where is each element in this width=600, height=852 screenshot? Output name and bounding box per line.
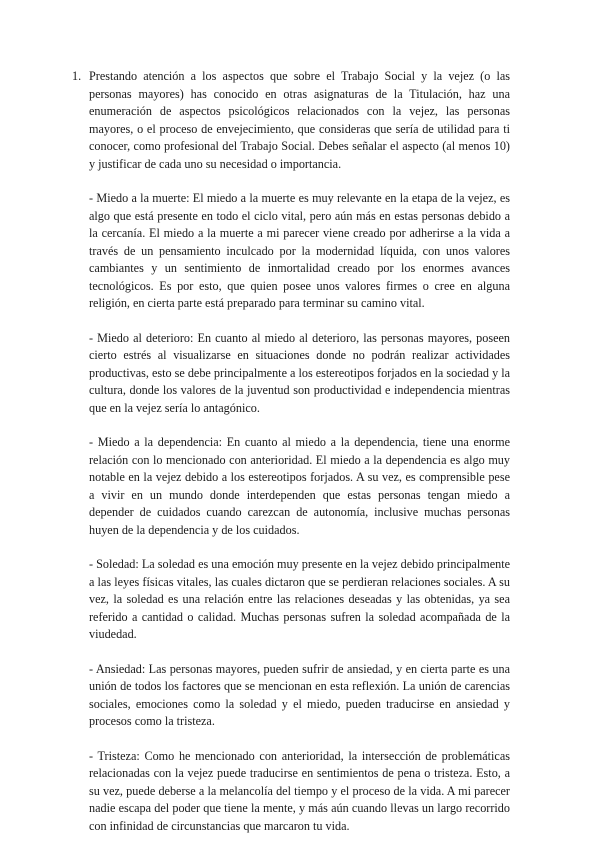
answer-miedo-muerte: - Miedo a la muerte: El miedo a la muerte es muy relevante en la etapa de la vejez, es algo que está presente en todo el ciclo vital, pero aún más en estas personas debido a la cercanía. El miedo a la muerte a mi parecer viene creado por adherirse a la vida a través de un pensamiento inculcado por la modernidad líquida, con unos valores cambiantes y un sentimiento de inmortalidad creado por los enormes avances tecnológicos. Es por esto, que quien posee unos valores firmes o cree en alguna religión, en cierta parte está preparado para terminar su camino vital. — [89, 191, 510, 310]
question-paragraph: Prestando atención a los aspectos que sobre el Trabajo Social y la vejez (o las personas mayores) has conocido en otras asignaturas de la Titulación, haz una enumeración de aspectos psicológicos relacionados con la vejez, las personas mayores, o el proceso de envejecimiento, que consideras que sería de utilidad para ti conocer, como profesional del Trabajo Social. Debes señalar el aspecto (al menos 10) y justificar de cada uno su necesidad o importancia. — [89, 69, 510, 171]
answer-tristeza: - Tristeza: Como he mencionado con anterioridad, la intersección de problemáticas relacionadas con la vejez puede traducirse en sentimientos de pena o tristeza. Esto, a su vez, puede deberse a la melancolía del tiempo y el proceso de la vida. A mi parecer nadie escapa del poder que tiene la mente, y más aún cuando llevas un largo recorrido con infinidad de circunstancias que marcaron tu vida. — [89, 748, 510, 833]
answer-ansiedad: - Ansiedad: Las personas mayores, pueden sufrir de ansiedad, y en cierta parte es una unión de todos los factores que se mencionan en esta reflexión. La unión de carencias sociales, emociones como la soledad y el miedo, pueden traducirse en ansiedad y procesos como la tristeza. — [89, 661, 510, 728]
answer-miedo-dependencia: - Miedo a la dependencia: En cuanto al miedo a la dependencia, tiene una enorme relación con lo mencionado con anterioridad. El miedo a la dependencia es algo muy notable en la vejez debido a los estereotipos forjados. A su vez, es comprensible pese a vivir en un mundo donde interdependen que estas personas tengan miedo a depender de cuidados cuando carezcan de autonomía, inclusive muchas personas huyen de la dependencia y de los cuidados. — [89, 435, 510, 537]
numbered-list — [72, 68, 511, 852]
answer-soledad: - Soledad: La soledad es una emoción muy presente en la vejez debido principalmente a las leyes físicas vitales, las cuales dictaron que se perdieran relaciones sociales. A su vez, la soledad es una relación entre las relaciones deseadas y las obtenidas, ya sea referido a cantidad o calidad. Muchas personas sufren la soledad acompañada de la viudedad. — [89, 557, 510, 641]
list-item-number: 1. — [72, 69, 82, 83]
answer-miedo-deterioro: - Miedo al deterioro: En cuanto al miedo al deterioro, las personas mayores, poseen cierto estrés al visualizarse en situaciones donde no podrán realizar actividades productivas, esto se debe principalmente a los estereotipos forjados en la sociedad y la cultura, donde los valores de la juventud son productividad e independencia mientras que en la vejez sería lo antagónico. — [89, 330, 511, 415]
